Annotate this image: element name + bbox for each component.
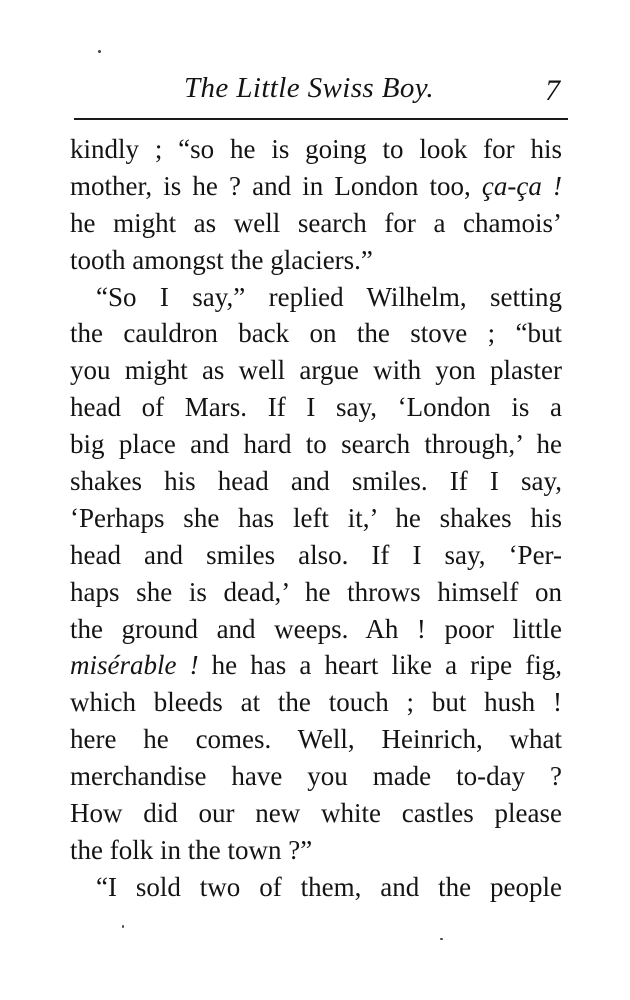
- text-line: merchandise have you made to-day ?: [70, 761, 562, 792]
- text-line: ‘Perhaps she has left it,’ he shakes his: [70, 502, 562, 533]
- text-line: shakes his head and smiles. If I say,: [70, 466, 562, 497]
- text-line: head of Mars. If I say, ‘London is a: [70, 392, 562, 423]
- text-line: [70, 647, 562, 684]
- text-line: head and smiles also. If I say, ‘Per-: [70, 539, 562, 570]
- text-line: which bleeds at the touch ; but hush !: [70, 687, 562, 718]
- text-line: the folk in the town ?”: [70, 834, 313, 865]
- text-line: here he comes. Well, Heinrich, what: [70, 724, 562, 755]
- running-title: The Little Swiss Boy.: [184, 72, 435, 104]
- text-line: kindly ; “so he is going to look for his: [70, 134, 562, 164]
- text-line: haps she is dead,’ he throws himself on: [70, 576, 562, 607]
- print-speck: [98, 50, 101, 53]
- text-line: [70, 168, 562, 205]
- text-line: he might as well search for a chamois’: [70, 207, 562, 238]
- text-line: tooth amongst the glaciers.”: [70, 244, 373, 275]
- print-speck: [440, 938, 443, 940]
- text-line: “So I say,” replied Wilhelm, setting: [96, 281, 562, 312]
- italic-phrase: misérable !: [70, 650, 199, 681]
- page-number: 7: [545, 74, 560, 107]
- text-line: you might as well argue with yon plaster: [70, 355, 562, 386]
- text-line: How did our new white castles please: [70, 798, 562, 829]
- body-text: [70, 131, 562, 906]
- text-line-segment: mother, is he ? and in London too,: [70, 170, 482, 201]
- header-rule: [74, 118, 568, 120]
- italic-phrase: ça-ça !: [481, 170, 563, 201]
- page-header: [74, 70, 568, 118]
- text-line: “I sold two of them, and the people: [96, 871, 562, 902]
- text-line: the ground and weeps. Ah ! poor little: [70, 613, 562, 644]
- print-speck: [122, 925, 124, 928]
- text-line-segment: he has a heart like a ripe fig,: [198, 650, 562, 681]
- text-line: big place and hard to search through,’ he: [70, 429, 562, 460]
- text-line: the cauldron back on the stove ; “but: [70, 318, 562, 349]
